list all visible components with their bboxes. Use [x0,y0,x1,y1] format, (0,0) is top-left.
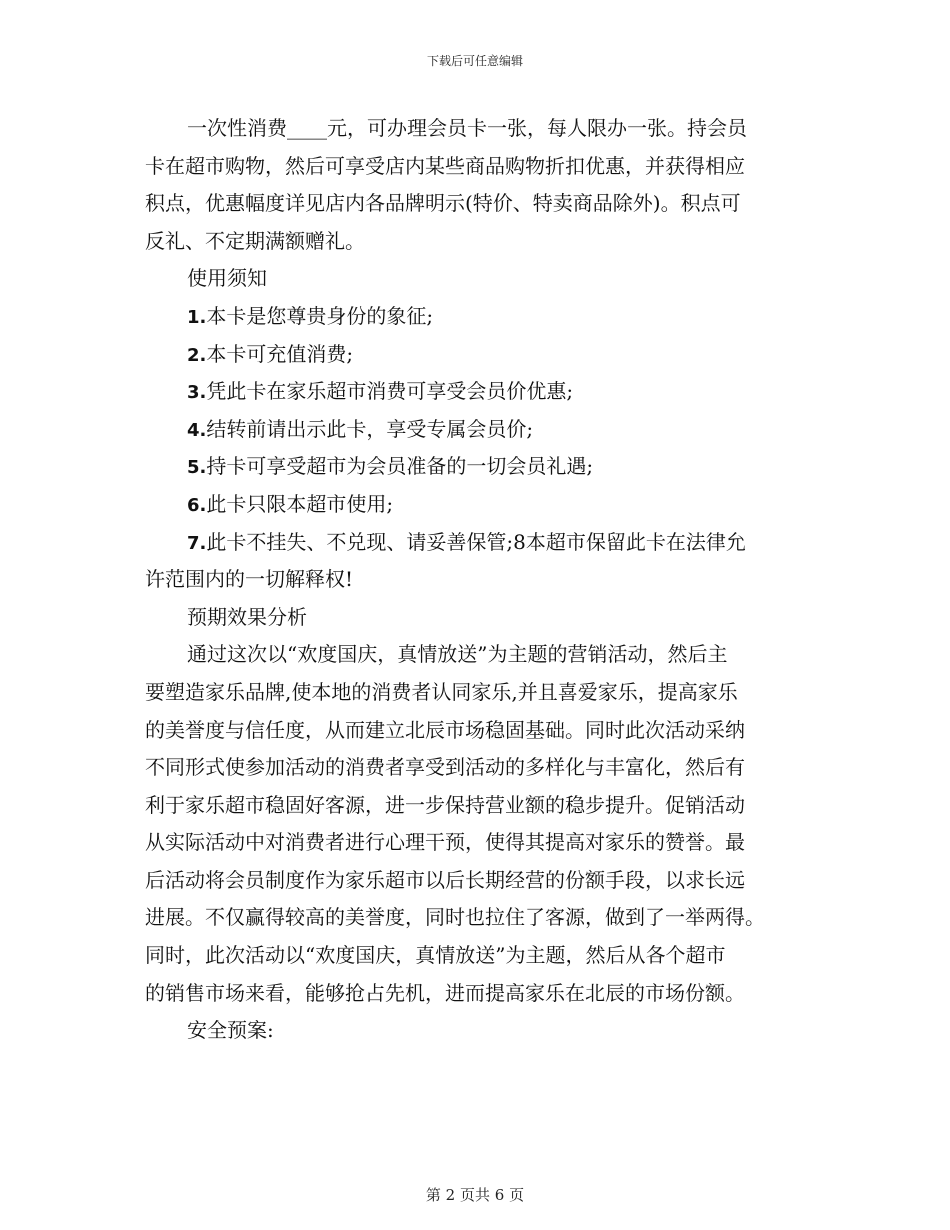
paragraph-line: 的美誉度与信任度，从而建立北辰市场稳固基础。同时此次活动采纳 [145,717,745,742]
rule-item [145,486,815,524]
section-heading-expected-effect: 预期效果分析 [187,604,307,629]
paragraph-line: 的销售市场来看，能够抢占先机，进而提高家乐在北辰的市场份额。 [145,980,745,1005]
rule-number: 7. [187,532,207,554]
paragraph-line: 通过这次以“欢度国庆，真情放送”为主题的营销活动，然后主 [187,642,728,667]
paragraph-line: 卡在超市购物，然后可享受店内某些商品购物折扣优惠，并获得相应 [145,153,745,178]
rule-text: 凭此卡在家乐超市消费可享受会员价优惠; [206,379,574,404]
page-header: 下载后可任意编辑 [426,54,523,68]
paragraph-line: 不同形式使参加活动的消费者享受到活动的多样化与丰富化，然后有 [145,755,745,780]
page-footer: 第 2 页共 6 页 [425,1186,525,1204]
paragraph-line: 许范围内的一切解释权! [145,567,354,592]
rule-text: 本卡是您尊贵身份的象征; [206,303,434,328]
document-body [145,110,815,1050]
rule-item [145,411,815,449]
paragraph-line: 利于家乐超市稳固好客源，进一步保持营业额的稳步提升。促销活动 [145,792,745,817]
rule-item [145,448,815,486]
rule-number: 2. [187,344,207,366]
paragraph-line: 从实际活动中对消费者进行心理干预，使得其提高对家乐的赞誉。最 [145,830,745,855]
rule-text: 结转前请出示此卡，享受专属会员价; [206,416,534,441]
paragraph-line: 反礼、不定期满额赠礼。 [145,228,365,253]
section-heading-safety-plan: 安全预案: [187,1018,274,1043]
section-heading-usage: 使用须知 [187,266,267,291]
paragraph-line: 一次性消费____元，可办理会员卡一张，每人限办一张。持会员 [187,116,747,140]
rule-number: 6. [187,494,207,516]
rule-number: 4. [187,419,207,441]
rule-item [145,373,815,411]
rule-text: 持卡可享受超市为会员准备的一切会员礼遇; [206,454,594,479]
rule-item [145,298,815,336]
rule-number: 1. [187,306,207,328]
rule-item [145,524,815,562]
rule-number: 3. [187,382,207,404]
paragraph-line: 进展。不仅赢得较高的美誉度，同时也拉住了客源，做到了一举两得。 [145,905,765,930]
rule-item [145,336,815,374]
paragraph-line: 积点，优惠幅度详见店内各品牌明示(特价、特卖商品除外)。积点可 [145,191,741,216]
paragraph-line: 同时，此次活动以“欢度国庆，真情放送”为主题，然后从各个超市 [145,943,726,968]
rule-text: 此卡只限本超市使用; [206,491,394,516]
paragraph-line: 要塑造家乐品牌,使本地的消费者认同家乐,并且喜爱家乐，提高家乐 [145,679,738,704]
rule-number: 5. [187,457,207,479]
paragraph-line: 后活动将会员制度作为家乐超市以后长期经营的份额手段，以求长远 [145,867,745,892]
rule-text: 本卡可充值消费; [206,341,354,366]
rule-text: 此卡不挂失、不兑现、请妥善保管;8本超市保留此卡在法律允 [206,529,746,554]
